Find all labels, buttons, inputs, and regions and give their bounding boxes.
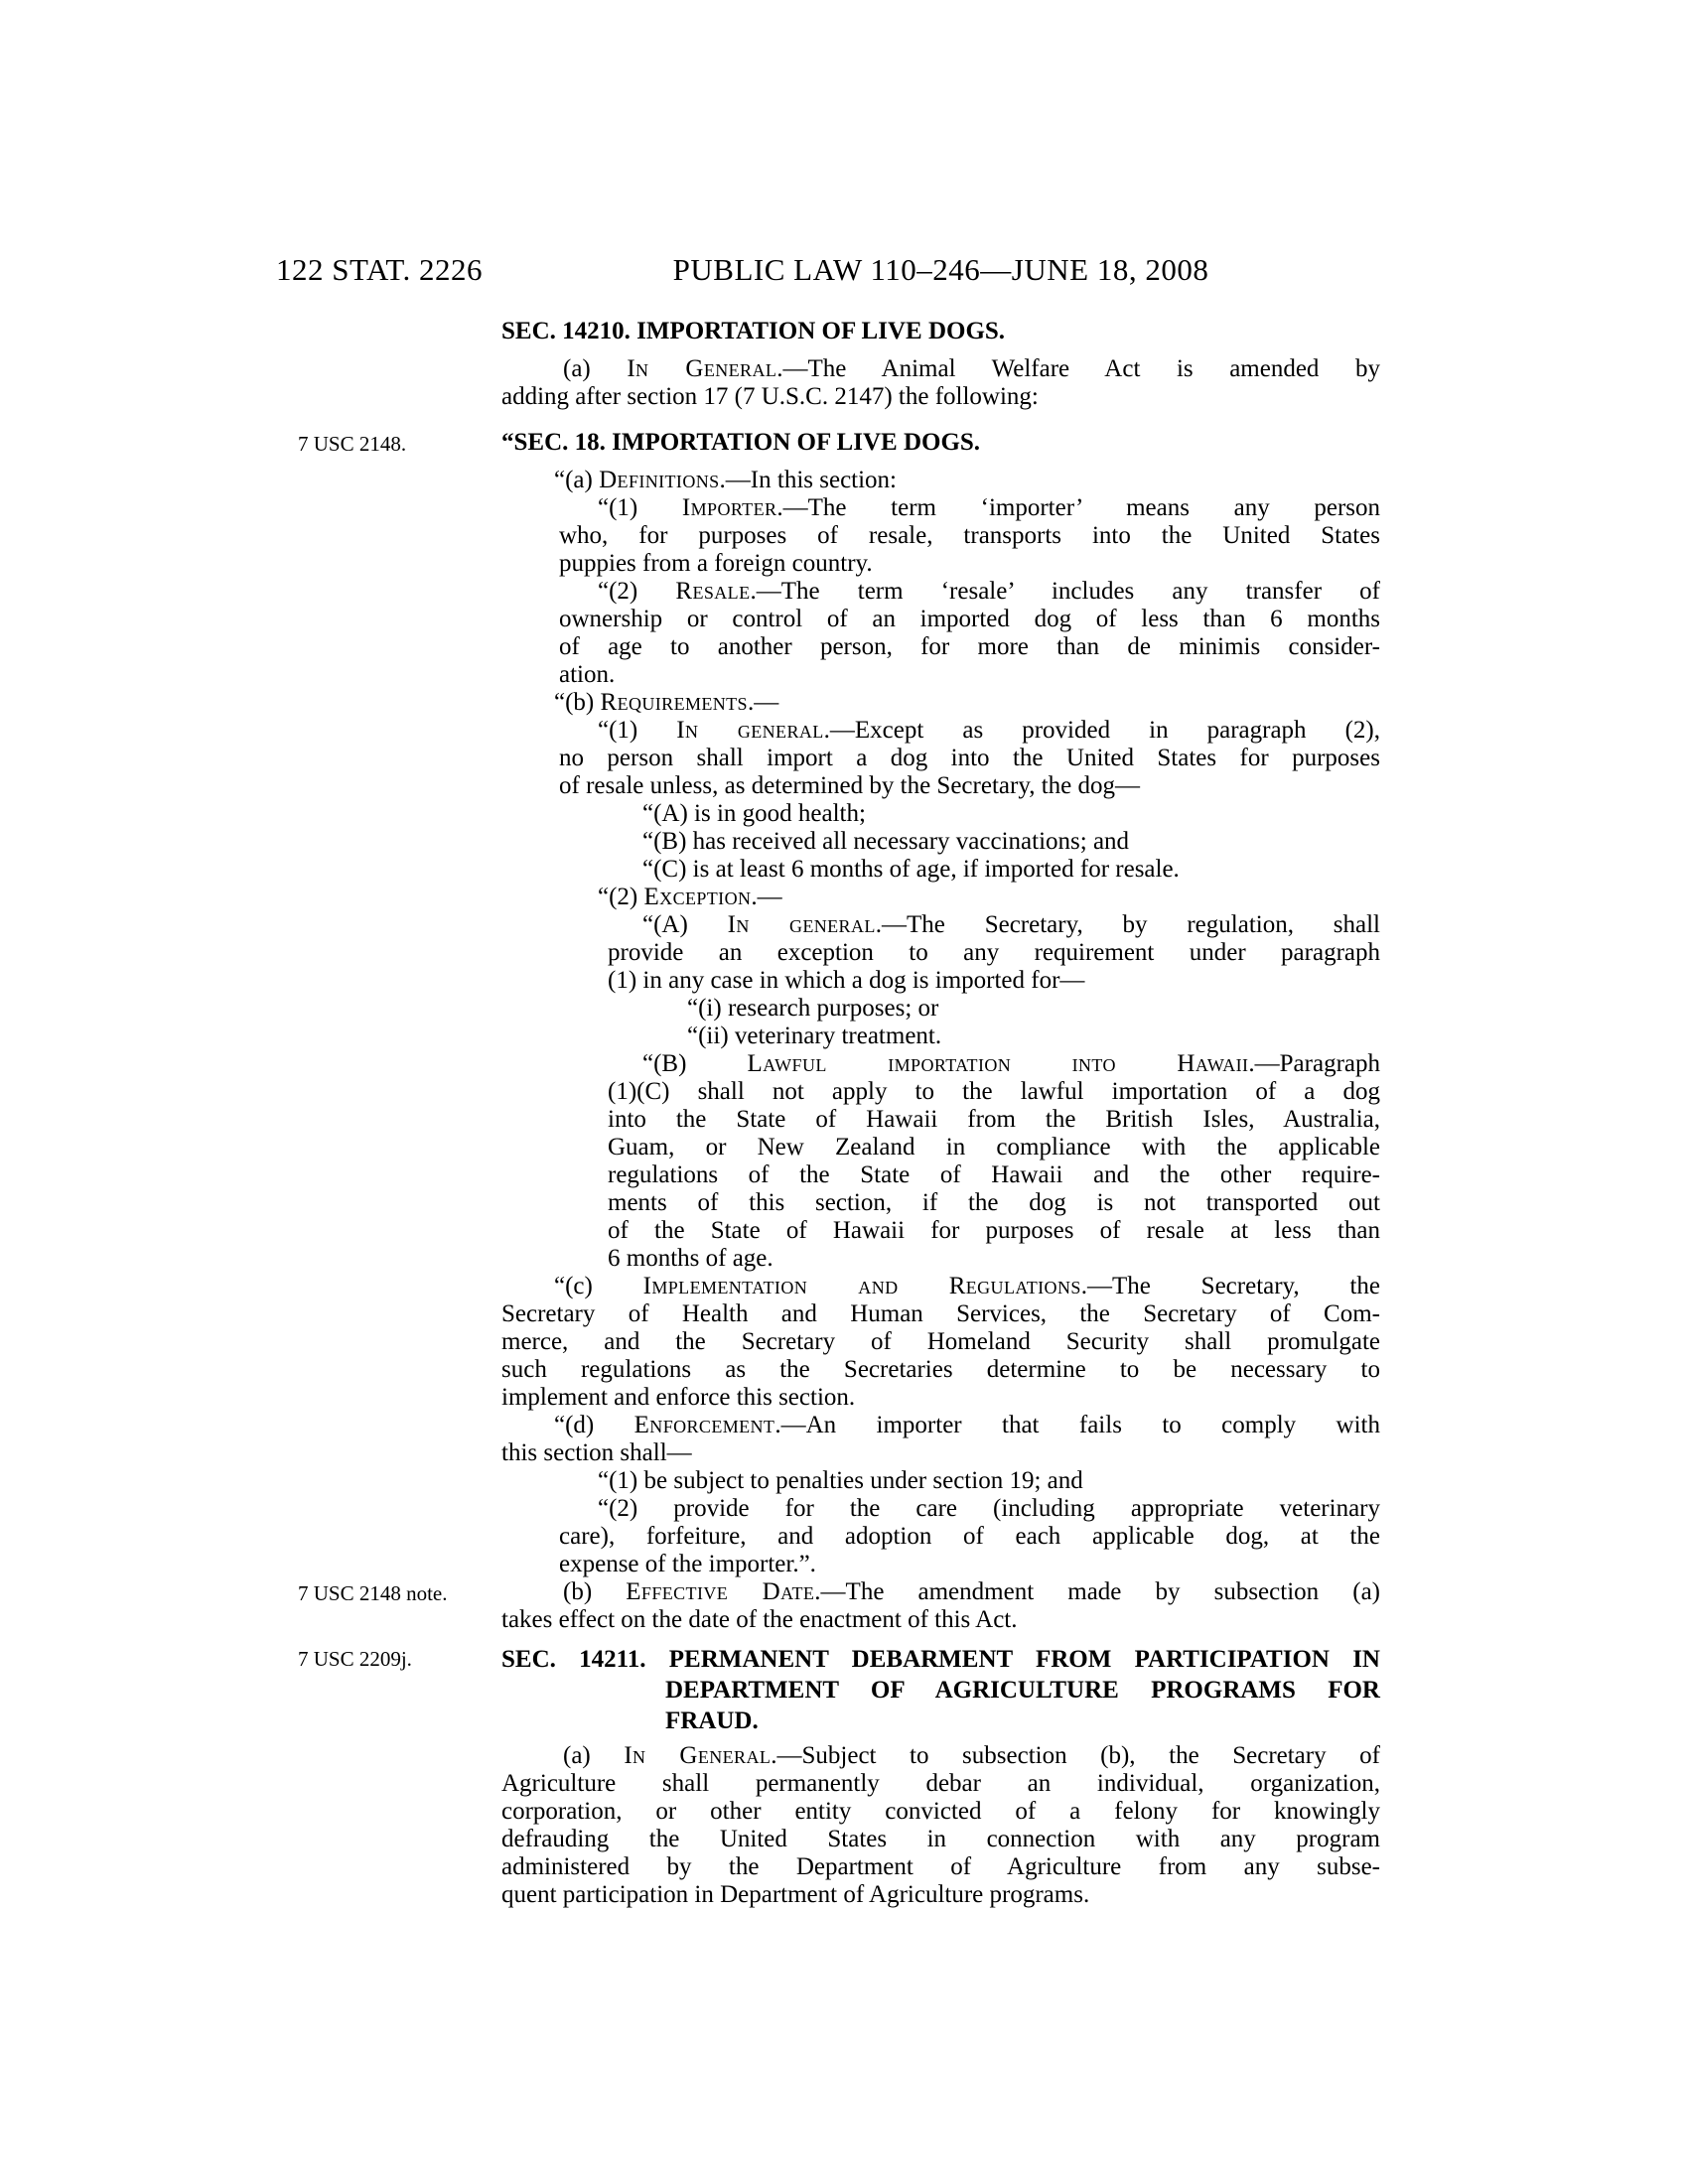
text-line xyxy=(559,1551,1380,1578)
page-header xyxy=(0,252,1688,288)
text-segment: .—The Animal Welfare Act is amended by xyxy=(776,355,1380,382)
text-segment: .—The Secretary, by regulation, shall xyxy=(875,911,1380,938)
text-line xyxy=(554,1412,1380,1439)
text-line xyxy=(642,856,1380,884)
text-segment: Agriculture shall permanently debar an individual, organization, xyxy=(501,1770,1380,1797)
text-line xyxy=(559,1523,1380,1551)
text-segment: .—An importer that fails to comply with xyxy=(774,1412,1380,1438)
text-segment: .—The term ‘importer’ means any person xyxy=(776,494,1380,521)
text-line xyxy=(598,717,1380,745)
text-segment: .—Subject to subsection (b), the Secretary of xyxy=(771,1742,1380,1769)
text-segment: of resale unless, as determined by the Secretary, the dog— xyxy=(559,772,1140,799)
text-line xyxy=(501,1384,1380,1412)
text-line xyxy=(608,939,1380,967)
margin-note: 7 USC 2209j. xyxy=(298,1647,412,1671)
text-segment: .—In this section: xyxy=(719,467,898,493)
small-caps-term: Resale xyxy=(675,578,751,605)
text-line xyxy=(687,995,1380,1023)
small-caps-term: Lawful importation into Hawaii xyxy=(747,1050,1249,1077)
text-line xyxy=(665,1706,1380,1736)
text-line xyxy=(298,429,1380,457)
text-line xyxy=(554,689,1380,717)
text-line xyxy=(642,828,1380,856)
page-number: 122 STAT. 2226 xyxy=(276,252,484,287)
text-segment: administered by the Department of Agriculture from any subse- xyxy=(501,1853,1380,1880)
text-line xyxy=(501,1853,1380,1881)
text-line xyxy=(501,1439,1380,1467)
text-line xyxy=(563,1742,1380,1770)
text-segment: adding after section 17 (7 U.S.C. 2147) the following: xyxy=(501,383,1039,410)
text-line xyxy=(563,355,1380,383)
text-line xyxy=(501,383,1380,411)
text-line xyxy=(608,967,1380,995)
text-segment: “(A) is in good health; xyxy=(642,800,866,827)
text-segment: corporation, or other entity convicted of a felony for knowingly xyxy=(501,1798,1380,1825)
text-segment: .— xyxy=(751,884,782,910)
text-segment: .—Except as provided in paragraph (2), xyxy=(823,717,1381,744)
text-line xyxy=(642,911,1380,939)
text-segment: DEPARTMENT OF AGRICULTURE PROGRAMS FOR xyxy=(665,1677,1380,1704)
text-line xyxy=(559,550,1380,578)
text-line xyxy=(501,1798,1380,1826)
text-line xyxy=(501,1606,1380,1634)
text-segment: ation. xyxy=(559,661,616,688)
text-segment: (b) xyxy=(563,1578,627,1605)
text-line xyxy=(559,745,1380,772)
small-caps-term: Implementation and Regulations xyxy=(642,1273,1081,1299)
text-segment: 6 months of age. xyxy=(608,1245,774,1272)
small-caps-term: Effective Date xyxy=(626,1578,815,1605)
text-line xyxy=(559,633,1380,661)
text-segment: SEC. 14210. IMPORTATION OF LIVE DOGS. xyxy=(501,318,1006,344)
text-line xyxy=(687,1023,1380,1050)
text-line xyxy=(559,661,1380,689)
text-line xyxy=(501,1770,1380,1798)
text-segment: expense of the importer.”. xyxy=(559,1551,816,1577)
text-line xyxy=(559,772,1380,800)
text-segment: regulations of the State of Hawaii and the other require- xyxy=(608,1161,1380,1188)
text-line xyxy=(598,1467,1380,1495)
text-line xyxy=(554,467,1380,494)
text-line xyxy=(608,1217,1380,1245)
text-segment: ownership or control of an imported dog of less than 6 months xyxy=(559,606,1380,632)
small-caps-term: In General xyxy=(624,1742,772,1769)
text-segment: care), forfeiture, and adoption of each applicable dog, at the xyxy=(559,1523,1380,1550)
text-segment: “(2) xyxy=(598,578,676,605)
text-line xyxy=(559,522,1380,550)
text-segment: who, for purposes of resale, transports into the United States xyxy=(559,522,1380,549)
text-line xyxy=(608,1134,1380,1161)
text-segment: “(c) xyxy=(554,1273,643,1299)
text-line xyxy=(608,1245,1380,1273)
text-line xyxy=(501,1826,1380,1853)
text-segment: “(1) xyxy=(598,494,682,521)
text-segment: quent participation in Department of Agriculture programs. xyxy=(501,1881,1090,1908)
text-segment: .—The Secretary, the xyxy=(1080,1273,1381,1299)
text-segment: “(i) research purposes; or xyxy=(687,995,939,1022)
text-line xyxy=(642,800,1380,828)
text-segment: “(B) has received all necessary vaccinations; and xyxy=(642,828,1130,855)
text-line xyxy=(598,494,1380,522)
text-segment: such regulations as the Secretaries determine to be necessary to xyxy=(501,1356,1380,1383)
small-caps-term: Enforcement xyxy=(633,1412,775,1438)
text-line xyxy=(598,884,1380,911)
text-segment: (1)(C) shall not apply to the lawful importation of a dog xyxy=(608,1078,1380,1105)
text-segment: “(A) xyxy=(642,911,728,938)
small-caps-term: In General xyxy=(627,355,777,382)
text-segment: ments of this section, if the dog is not transported out xyxy=(608,1189,1380,1216)
text-line xyxy=(608,1106,1380,1134)
text-segment: provide an exception to any requirement under paragraph xyxy=(608,939,1380,966)
text-segment: .— xyxy=(747,689,779,716)
margin-note: 7 USC 2148 note. xyxy=(298,1581,448,1605)
text-segment: into the State of Hawaii from the British Isles, Australia, xyxy=(608,1106,1380,1133)
text-segment: puppies from a foreign country. xyxy=(559,550,873,577)
text-segment: .—The amendment made by subsection (a) xyxy=(814,1578,1380,1605)
text-line xyxy=(298,1578,1380,1606)
text-segment: Secretary of Health and Human Services, the Secretary of Com- xyxy=(501,1300,1380,1327)
small-caps-term: Requirements xyxy=(600,689,748,716)
text-segment: merce, and the Secretary of Homeland Security shall promulgate xyxy=(501,1328,1380,1355)
text-line xyxy=(608,1189,1380,1217)
text-line xyxy=(501,1328,1380,1356)
margin-note: 7 USC 2148. xyxy=(298,432,407,456)
text-segment: this section shall— xyxy=(501,1439,692,1466)
text-segment: no person shall import a dog into the United States for purposes xyxy=(559,745,1380,771)
text-segment: of the State of Hawaii for purposes of resale at less than xyxy=(608,1217,1380,1244)
small-caps-term: In general xyxy=(727,911,876,938)
text-segment: “(a) xyxy=(554,467,600,493)
text-segment: “(1) be subject to penalties under section 19; and xyxy=(598,1467,1083,1494)
text-segment: defrauding the United States in connection with any program xyxy=(501,1826,1380,1852)
text-segment: (1) in any case in which a dog is imported for— xyxy=(608,967,1085,994)
text-segment: .—The term ‘resale’ includes any transfer of xyxy=(750,578,1380,605)
text-line xyxy=(554,1273,1380,1300)
text-line xyxy=(642,1050,1380,1078)
text-line xyxy=(598,1495,1380,1523)
text-segment: SEC. 14211. PERMANENT DEBARMENT FROM PARTICIPATION IN xyxy=(501,1646,1380,1673)
body-column xyxy=(298,318,1381,1909)
text-line xyxy=(501,1881,1380,1909)
text-line xyxy=(598,578,1380,606)
text-segment: “(C) is at least 6 months of age, if imported for resale. xyxy=(642,856,1180,883)
text-segment: takes effect on the date of the enactment of this Act. xyxy=(501,1606,1018,1633)
text-segment: Guam, or New Zealand in compliance with the applicable xyxy=(608,1134,1380,1160)
small-caps-term: Exception xyxy=(643,884,752,910)
law-title: PUBLIC LAW 110–246—JUNE 18, 2008 xyxy=(672,252,1209,287)
text-line xyxy=(501,1300,1380,1328)
text-segment: “(2) provide for the care (including appropriate veterinary xyxy=(598,1495,1380,1522)
text-segment: “SEC. 18. IMPORTATION OF LIVE DOGS. xyxy=(501,429,981,456)
text-segment: implement and enforce this section. xyxy=(501,1384,856,1411)
text-segment: .—Paragraph xyxy=(1248,1050,1380,1077)
text-line xyxy=(501,318,1380,345)
small-caps-term: Definitions xyxy=(599,467,720,493)
text-segment: (a) xyxy=(563,355,628,382)
small-caps-term: In general xyxy=(676,717,824,744)
text-line xyxy=(298,1644,1380,1675)
text-line xyxy=(559,606,1380,633)
text-line xyxy=(501,1356,1380,1384)
text-line xyxy=(608,1078,1380,1106)
text-segment: FRAUD. xyxy=(665,1707,759,1734)
text-segment: “(d) xyxy=(554,1412,634,1438)
text-segment: “(1) xyxy=(598,717,677,744)
text-segment: “(b) xyxy=(554,689,601,716)
text-segment: “(B) xyxy=(642,1050,748,1077)
text-line xyxy=(665,1675,1380,1706)
text-segment: “(2) xyxy=(598,884,644,910)
text-segment: (a) xyxy=(563,1742,625,1769)
text-segment: “(ii) veterinary treatment. xyxy=(687,1023,942,1049)
text-line xyxy=(608,1161,1380,1189)
small-caps-term: Importer xyxy=(681,494,777,521)
text-segment: of age to another person, for more than de minimis consider- xyxy=(559,633,1380,660)
